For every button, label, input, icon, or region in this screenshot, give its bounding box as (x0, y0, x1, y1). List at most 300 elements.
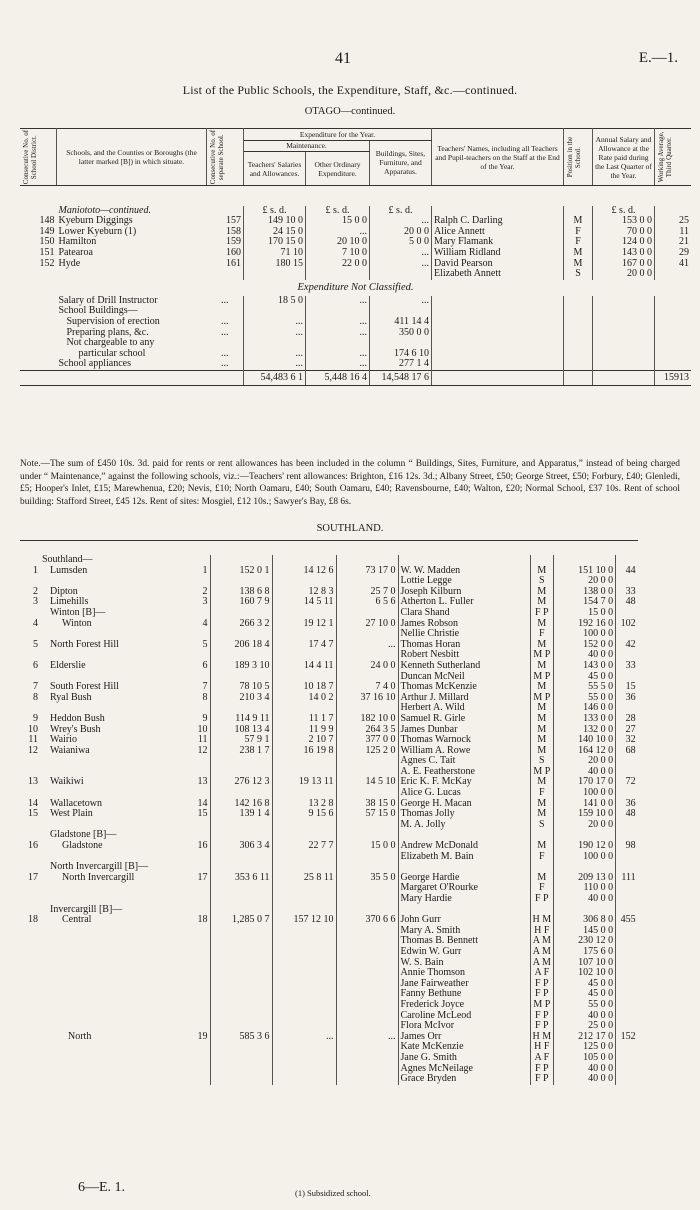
spacer-row (20, 541, 638, 556)
teacher-position: M (530, 640, 554, 651)
teacher-name: Eric K. F. McKay (398, 777, 530, 788)
district-number: 151 (39, 248, 55, 259)
teacher-name: John Gurr (398, 915, 530, 926)
working-average (616, 576, 638, 587)
unclassified-label: Supervision of erection (66, 317, 160, 328)
teacher-position: F (564, 227, 593, 238)
teacher-name: Margaret O'Rourke (398, 883, 530, 894)
table-row (20, 873, 638, 884)
buildings-expenditure (370, 306, 432, 317)
teachers-salaries: 276 12 3 (210, 777, 272, 788)
school-number (190, 576, 210, 587)
annual-salary: 212 17 0 (554, 1032, 616, 1043)
school-name (40, 989, 190, 1000)
teacher-position: F P (530, 1021, 554, 1032)
school-name: Lumsden (50, 565, 88, 576)
teacher-name: M. A. Jolly (398, 820, 530, 831)
district-number: 149 (39, 226, 55, 237)
school-number (190, 1074, 210, 1085)
blank-cell (655, 328, 692, 339)
school-name (40, 1042, 190, 1053)
school-number (190, 820, 210, 831)
working-average: 36 (625, 692, 636, 703)
working-average (616, 555, 638, 566)
annual-salary: 20 0 0 (554, 820, 616, 831)
teacher-position: M P (530, 693, 554, 704)
school-number (190, 1064, 210, 1075)
unclassified-label: Not chargeable to any (66, 338, 155, 349)
unclassified-label: particular school (78, 348, 146, 359)
district-number (20, 862, 40, 873)
blank-cell (564, 306, 593, 317)
buildings-expenditure: 14 5 10 (336, 777, 398, 788)
table-row (20, 756, 638, 767)
table-row (20, 1032, 638, 1043)
buildings-expenditure (336, 968, 398, 979)
blank-cell (20, 296, 57, 307)
school-number: 4 (190, 619, 210, 630)
teacher-name: Grace Bryden (398, 1074, 530, 1085)
school-name: North Forest Hill (50, 639, 119, 650)
blank-cell (564, 317, 593, 328)
southland-table (20, 540, 638, 1085)
district-number: 17 (28, 872, 38, 883)
teacher-position: M (530, 799, 554, 810)
other-expenditure: 157 12 10 (272, 915, 336, 926)
teachers-salaries (210, 756, 272, 767)
school-name (57, 269, 207, 280)
annual-salary: 40 0 0 (554, 767, 616, 778)
teachers-salaries: 170 15 0 (244, 237, 306, 248)
district-number (20, 947, 40, 958)
teachers-salaries (210, 608, 272, 619)
buildings-expenditure: ... (370, 216, 432, 227)
lsd-units: £ s. d. (244, 206, 306, 217)
buildings-expenditure (336, 1000, 398, 1011)
annual-salary: 110 0 0 (554, 883, 616, 894)
teacher-name: Edwin W. Gurr (398, 947, 530, 958)
district-number: 6 (33, 660, 38, 671)
other-expenditure (272, 576, 336, 587)
teacher-position: A M (530, 958, 554, 969)
table-row (20, 788, 638, 799)
total-other-expenditure: 5,448 16 4 (306, 371, 370, 386)
teacher-name: George H. Macan (398, 799, 530, 810)
table-row (20, 714, 638, 725)
buildings-expenditure: 125 2 0 (336, 746, 398, 757)
table-row (20, 862, 638, 873)
working-average (616, 926, 638, 937)
teacher-position: H M (530, 915, 554, 926)
school-name: Limehills (50, 597, 89, 608)
table-row (20, 703, 638, 714)
school-number (190, 894, 210, 905)
teacher-name: Atherton L. Fuller (398, 597, 530, 608)
buildings-expenditure (336, 979, 398, 990)
buildings-expenditure (336, 852, 398, 863)
school-name (40, 1011, 190, 1022)
school-number: 3 (190, 597, 210, 608)
teacher-name: Clara Shand (398, 608, 530, 619)
group-label: Maniototo—continued. (58, 205, 151, 216)
school-name (40, 629, 190, 640)
school-name: Hyde (58, 258, 81, 269)
district-number: 2 (33, 586, 38, 597)
table-row (20, 259, 691, 270)
annual-salary: 170 17 0 (554, 777, 616, 788)
other-expenditure (306, 338, 370, 349)
district-number (20, 883, 40, 894)
teachers-salaries: 57 9 1 (210, 735, 272, 746)
annual-salary (554, 862, 616, 873)
working-average (616, 608, 638, 619)
teacher-position (530, 862, 554, 873)
table-row (20, 725, 638, 736)
buildings-expenditure: 37 16 10 (336, 693, 398, 704)
annual-salary: 40 0 0 (554, 1064, 616, 1075)
school-name (40, 894, 190, 905)
other-expenditure: ... (272, 1032, 336, 1043)
teachers-salaries (210, 936, 272, 947)
other-expenditure (272, 1011, 336, 1022)
teacher-name: Mary Flamank (432, 237, 564, 248)
school-number (190, 979, 210, 990)
district-number (20, 830, 40, 841)
buildings-expenditure (336, 936, 398, 947)
buildings-expenditure (336, 883, 398, 894)
other-expenditure: 2 10 7 (272, 735, 336, 746)
other-expenditure: 15 0 0 (306, 216, 370, 227)
district-number (20, 576, 40, 587)
other-expenditure: 19 13 11 (272, 777, 336, 788)
teacher-name: Thomas B. Bennett (398, 936, 530, 947)
report-code: E.—1. (638, 50, 678, 66)
school-name (40, 672, 190, 683)
teacher-position: F P (530, 1074, 554, 1085)
blank-cell (432, 317, 564, 328)
district-number (20, 958, 40, 969)
table-row (20, 650, 638, 661)
other-expenditure (272, 905, 336, 916)
annual-salary: 138 0 0 (554, 587, 616, 598)
school-number: 159 (207, 237, 244, 248)
buildings-expenditure (336, 894, 398, 905)
district-number (20, 989, 40, 1000)
school-number (190, 1042, 210, 1053)
teachers-salaries: 108 13 4 (210, 725, 272, 736)
buildings-expenditure: 35 5 0 (336, 873, 398, 884)
school-name (40, 767, 190, 778)
col-schools: Schools, and the Counties or Boroughs (the latter marked [B]) in which situate. (57, 129, 207, 186)
working-average (616, 862, 638, 873)
teachers-salaries (210, 979, 272, 990)
school-number: 158 (207, 227, 244, 238)
annual-salary: 192 16 0 (554, 619, 616, 630)
school-name: Ryal Bush (50, 692, 92, 703)
annual-salary: 190 12 0 (554, 841, 616, 852)
teachers-salaries (210, 1074, 272, 1085)
school-name: North Invercargill (62, 872, 135, 883)
teacher-position: H F (530, 1042, 554, 1053)
teacher-name: Elizabeth M. Bain (398, 852, 530, 863)
buildings-expenditure: 6 5 6 (336, 597, 398, 608)
other-expenditure (272, 703, 336, 714)
working-average: 152 (620, 1031, 636, 1042)
school-number: 10 (190, 725, 210, 736)
teacher-position: H M (530, 1032, 554, 1043)
school-name: Hamilton (58, 237, 97, 248)
teacher-position: F P (530, 1064, 554, 1075)
teachers-salaries (210, 1000, 272, 1011)
teacher-name: Alice G. Lucas (398, 788, 530, 799)
teacher-position: F (530, 629, 554, 640)
school-number: 15 (190, 809, 210, 820)
table-row (20, 947, 638, 958)
teachers-salaries (244, 338, 306, 349)
school-number (207, 269, 244, 280)
teacher-position: M (564, 216, 593, 227)
school-name (40, 756, 190, 767)
blank-cell (593, 359, 655, 370)
teachers-salaries (210, 576, 272, 587)
teachers-salaries: 238 1 7 (210, 746, 272, 757)
table-row (20, 629, 638, 640)
school-number (190, 852, 210, 863)
table-row (20, 883, 638, 894)
teacher-position: M (530, 703, 554, 714)
teachers-salaries (210, 555, 272, 566)
other-expenditure (272, 947, 336, 958)
teacher-name (398, 862, 530, 873)
teachers-salaries (210, 672, 272, 683)
buildings-expenditure: 57 15 0 (336, 809, 398, 820)
table-row (20, 799, 638, 810)
table-row (20, 587, 638, 598)
region-heading: SOUTHLAND. (316, 523, 384, 534)
teachers-salaries: 142 16 8 (210, 799, 272, 810)
teachers-salaries (210, 1053, 272, 1064)
working-average: 72 (625, 777, 636, 788)
school-number: ... (207, 359, 244, 370)
annual-salary: 20 0 0 (593, 269, 655, 280)
school-name: Gladstone (62, 841, 103, 852)
blank-cell (432, 349, 564, 360)
col-buildings: Buildings, Sites, Furniture, and Apparatus. (370, 140, 432, 186)
teacher-position: F P (530, 894, 554, 905)
teacher-name: W. W. Madden (398, 566, 530, 577)
teacher-name (398, 830, 530, 841)
school-name: West Plain (50, 809, 93, 820)
buildings-expenditure (336, 830, 398, 841)
buildings-expenditure: 73 17 0 (336, 566, 398, 577)
buildings-expenditure (336, 1021, 398, 1032)
other-expenditure: 10 18 7 (272, 682, 336, 693)
page-number: 41 (335, 50, 351, 67)
buildings-expenditure: 350 0 0 (370, 328, 432, 339)
teacher-name: Kate McKenzie (398, 1042, 530, 1053)
working-average: 36 (625, 798, 636, 809)
otago-table (20, 128, 691, 386)
buildings-expenditure (336, 576, 398, 587)
teacher-position: A M (530, 936, 554, 947)
buildings-expenditure: 174 6 10 (370, 349, 432, 360)
other-expenditure (272, 989, 336, 1000)
col-maintenance: Maintenance. (244, 140, 370, 152)
district-number (20, 926, 40, 937)
school-name (40, 788, 190, 799)
working-average: 44 (625, 565, 636, 576)
working-average: 27 (625, 724, 636, 735)
teachers-salaries (210, 788, 272, 799)
table-row (20, 936, 638, 947)
district-number: 150 (39, 237, 55, 248)
school-name (40, 1074, 190, 1085)
teacher-position: M P (530, 767, 554, 778)
working-average (616, 1011, 638, 1022)
buildings-expenditure (336, 555, 398, 566)
school-number (190, 703, 210, 714)
teacher-position: M (530, 841, 554, 852)
teachers-salaries (210, 926, 272, 937)
school-number (207, 306, 244, 317)
annual-salary: 306 8 0 (554, 915, 616, 926)
annual-salary: 70 0 0 (593, 227, 655, 238)
table-row (20, 576, 638, 587)
working-average (616, 1021, 638, 1032)
teachers-salaries (244, 306, 306, 317)
buildings-expenditure: ... (370, 296, 432, 307)
table-row (20, 989, 638, 1000)
teachers-salaries: 114 9 11 (210, 714, 272, 725)
working-average (616, 756, 638, 767)
working-average (616, 830, 638, 841)
school-number: 16 (190, 841, 210, 852)
school-name (40, 1021, 190, 1032)
district-number: 1 (33, 565, 38, 576)
teachers-salaries: 139 1 4 (210, 809, 272, 820)
teacher-name: Duncan McNeil (398, 672, 530, 683)
blank-cell (564, 349, 593, 360)
school-name: Gladstone [B]— (50, 830, 117, 841)
buildings-expenditure: 7 4 0 (336, 682, 398, 693)
school-number (190, 905, 210, 916)
district-number (20, 767, 40, 778)
buildings-expenditure: 411 14 4 (370, 317, 432, 328)
table-row (20, 269, 691, 280)
other-expenditure (306, 269, 370, 280)
school-number (190, 788, 210, 799)
blank-cell (20, 306, 57, 317)
other-expenditure (272, 629, 336, 640)
school-name (40, 883, 190, 894)
annual-salary: 143 0 0 (593, 248, 655, 259)
col-consec-district: Consecutive No. of School District. (20, 129, 57, 186)
school-name: North (68, 1031, 92, 1042)
teacher-position: A M (530, 947, 554, 958)
total-teachers-salaries: 54,483 6 1 (244, 371, 306, 386)
buildings-expenditure (336, 989, 398, 1000)
other-expenditure: 7 10 0 (306, 248, 370, 259)
footnote: (1) Subsidized school. (295, 1188, 371, 1198)
school-name: Elderslie (50, 660, 86, 671)
district-number (20, 650, 40, 661)
teachers-salaries: 18 5 0 (244, 296, 306, 307)
annual-salary: 40 0 0 (554, 1074, 616, 1085)
school-name: Wrey's Bush (50, 724, 101, 735)
teachers-salaries (210, 958, 272, 969)
teachers-salaries: 1,285 0 7 (210, 915, 272, 926)
teacher-name: James Dunbar (398, 725, 530, 736)
blank-cell (432, 328, 564, 339)
buildings-expenditure: 27 10 0 (336, 619, 398, 630)
other-expenditure (272, 852, 336, 863)
unclassified-row (20, 349, 691, 360)
school-name (40, 979, 190, 990)
school-name (40, 947, 190, 958)
district-number: 11 (28, 735, 38, 746)
other-expenditure (272, 650, 336, 661)
teachers-salaries: 152 0 1 (210, 566, 272, 577)
school-number: 2 (190, 587, 210, 598)
table-row (20, 672, 638, 683)
teacher-name: Thomas Horan (398, 640, 530, 651)
other-expenditure: 17 4 7 (272, 640, 336, 651)
other-expenditure: 25 8 11 (272, 873, 336, 884)
teacher-position: S (564, 269, 593, 280)
school-number: ... (207, 328, 244, 339)
teacher-name: William A. Rowe (398, 746, 530, 757)
buildings-expenditure: 24 0 0 (336, 661, 398, 672)
other-expenditure (272, 1064, 336, 1075)
school-number (190, 672, 210, 683)
other-expenditure: ... (306, 296, 370, 307)
school-name (40, 1000, 190, 1011)
school-number: 5 (190, 640, 210, 651)
sheet-number: 6—E. 1. (78, 1180, 126, 1195)
other-expenditure: 16 19 8 (272, 746, 336, 757)
table-row (20, 1053, 638, 1064)
col-other-expenditure: Other Ordinary Expenditure. (306, 152, 370, 186)
school-number: ... (207, 296, 244, 307)
other-expenditure (272, 608, 336, 619)
teacher-name: Agnes McNeilage (398, 1064, 530, 1075)
school-name: Winton [B]— (50, 607, 106, 618)
teacher-position: H F (530, 926, 554, 937)
working-average (616, 883, 638, 894)
other-expenditure (306, 306, 370, 317)
district-number (20, 703, 40, 714)
teachers-salaries (210, 968, 272, 979)
school-number: 12 (190, 746, 210, 757)
working-average: 33 (625, 660, 636, 671)
school-number (190, 936, 210, 947)
teachers-salaries: ... (244, 317, 306, 328)
teachers-salaries: ... (244, 349, 306, 360)
working-average (616, 968, 638, 979)
annual-salary: 175 6 0 (554, 947, 616, 958)
school-number: 8 (190, 693, 210, 704)
school-name: North Invercargill [B]— (50, 862, 149, 873)
teachers-salaries: 138 6 8 (210, 587, 272, 598)
annual-salary: 15 0 0 (554, 608, 616, 619)
col-teachers-names: Teachers' Names, including all Teachers and Pupil-teachers on the Staff at the End of the Year. (432, 129, 564, 186)
school-number (190, 926, 210, 937)
buildings-expenditure (336, 788, 398, 799)
school-number (190, 1021, 210, 1032)
teacher-name: David Pearson (432, 259, 564, 270)
working-average (616, 958, 638, 969)
other-expenditure (272, 979, 336, 990)
